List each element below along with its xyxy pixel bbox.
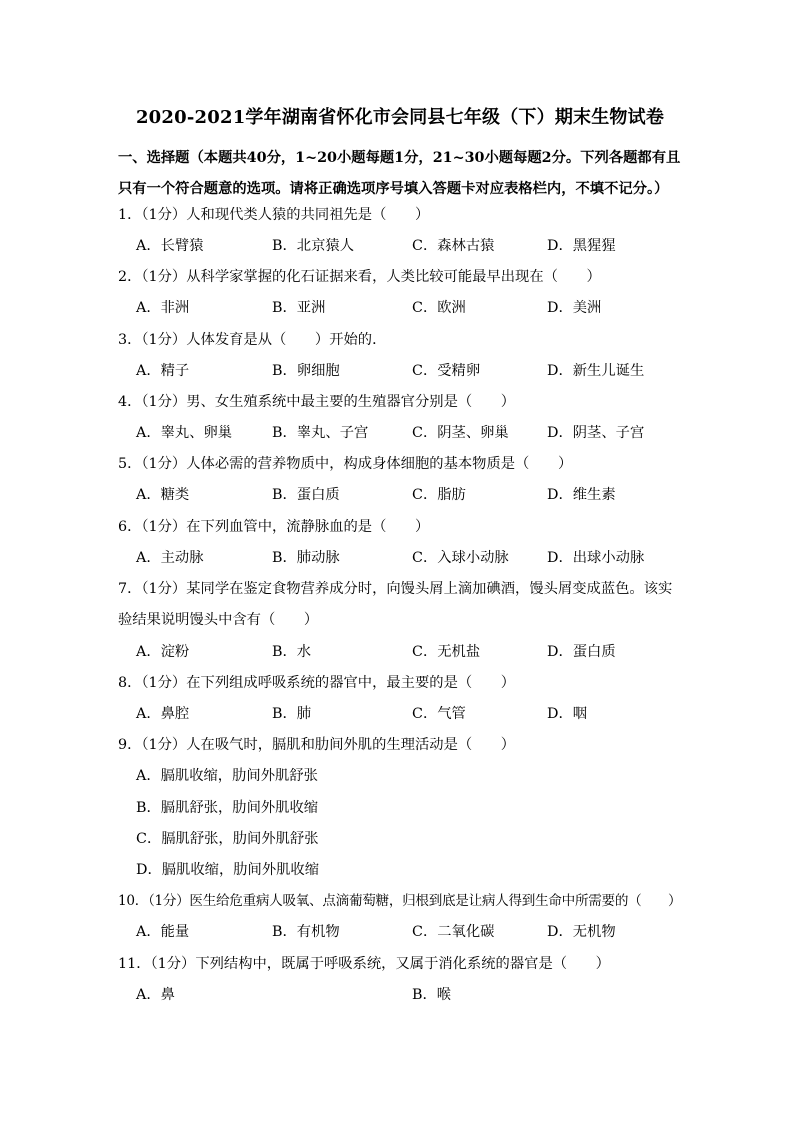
question-4-options [136, 418, 696, 449]
option-b[interactable]: B．蛋白质 [272, 487, 340, 503]
question-2-options [136, 293, 696, 324]
option-b[interactable]: B．膈肌舒张，肋间外肌收缩 [136, 800, 319, 816]
option-d[interactable]: D．美洲 [547, 300, 602, 316]
section-heading: 一、选择题（本题共40分，1~20小题每题1分，21~30小题每题2分。下列各题都有且只有一个符合题意的选项。请将正确选项序号填入答题卡对应表格栏内，不填不记分。） [118, 150, 681, 197]
option-b[interactable]: B．亚洲 [272, 300, 326, 316]
option-b[interactable]: B．北京猿人 [272, 238, 354, 254]
question-9: 9．（1分）人在吸气时，膈肌和肋间外肌的生理活动是（ ） [118, 737, 516, 753]
question-7: 7．（1分）某同学在鉴定食物营养成分时，向馒头屑上滴加碘酒，馒头屑变成蓝色。该实验结果说明馒头中含有（ ） [118, 581, 673, 628]
option-a[interactable]: A．精子 [136, 363, 190, 379]
page-title: 2020-2021学年湖南省怀化市会同县七年级（下）期末生物试卷 [135, 107, 665, 128]
question-5: 5．（1分）人体必需的营养物质中，构成身体细胞的基本物质是（ ） [118, 456, 573, 472]
question-7-options [136, 637, 696, 668]
option-d[interactable]: D．出球小动脉 [547, 550, 645, 566]
option-d[interactable]: D．无机物 [547, 924, 616, 940]
option-d[interactable]: D．咽 [547, 706, 588, 722]
option-c[interactable]: C．膈肌舒张，肋间外肌舒张 [136, 831, 319, 847]
question-5-options [136, 480, 696, 511]
question-1-options [136, 231, 696, 262]
question-3: 3．（1分）人体发育是从（ ）开始的． [118, 332, 387, 348]
option-a[interactable]: A．长臂猿 [136, 238, 204, 254]
option-a[interactable]: A．鼻腔 [136, 706, 190, 722]
option-a[interactable]: A．能量 [136, 924, 190, 940]
option-a[interactable]: A．淀粉 [136, 644, 190, 660]
option-b[interactable]: B．肺 [272, 706, 312, 722]
question-11: 11．（1分）下列结构中，既属于呼吸系统，又属于消化系统的器官是（ ） [118, 956, 610, 972]
option-a[interactable]: A．主动脉 [136, 550, 204, 566]
question-11-options [136, 980, 696, 1011]
question-10: 10．（1分）医生给危重病人吸氧、点滴葡萄糖，归根到底是让病人得到生命中所需要的（ ） [118, 893, 682, 909]
question-10-options [136, 917, 696, 948]
question-6-options [136, 543, 696, 574]
option-c[interactable]: C．阴茎、卵巢 [412, 425, 509, 441]
question-8: 8．（1分）在下列组成呼吸系统的器官中，最主要的是（ ） [118, 675, 516, 691]
option-d[interactable]: D．膈肌收缩，肋间外肌收缩 [136, 862, 320, 878]
option-d[interactable]: D．蛋白质 [547, 644, 616, 660]
question-8-options [136, 699, 696, 730]
option-c[interactable]: C．气管 [412, 706, 466, 722]
option-c[interactable]: C．森林古猿 [412, 238, 495, 254]
option-d[interactable]: D．阴茎、子宫 [547, 425, 645, 441]
question-6: 6．（1分）在下列血管中，流静脉血的是（ ） [118, 519, 430, 535]
option-d[interactable]: D．新生儿诞生 [547, 363, 645, 379]
option-a[interactable]: A．睾丸、卵巢 [136, 425, 233, 441]
question-1: 1．（1分）人和现代类人猿的共同祖先是（ ） [118, 207, 430, 223]
option-a[interactable]: A．非洲 [136, 300, 190, 316]
option-d[interactable]: D．维生素 [547, 487, 616, 503]
option-c[interactable]: C．入球小动脉 [412, 550, 509, 566]
option-a[interactable]: A．鼻 [136, 987, 175, 1003]
option-b[interactable]: B．喉 [412, 987, 452, 1003]
option-d[interactable]: D．黑猩猩 [547, 238, 616, 254]
option-c[interactable]: C．受精卵 [412, 363, 481, 379]
option-a[interactable]: A．膈肌收缩，肋间外肌舒张 [136, 768, 318, 784]
option-b[interactable]: B．有机物 [272, 924, 340, 940]
option-b[interactable]: B．卵细胞 [272, 363, 340, 379]
option-c[interactable]: C．脂肪 [412, 487, 466, 503]
question-3-options [136, 356, 696, 387]
option-c[interactable]: C．欧洲 [412, 300, 466, 316]
option-b[interactable]: B．肺动脉 [272, 550, 340, 566]
option-c[interactable]: C．二氧化碳 [412, 924, 495, 940]
option-b[interactable]: B．睾丸、子宫 [272, 425, 369, 441]
option-c[interactable]: C．无机盐 [412, 644, 481, 660]
question-2: 2．（1分）从科学家掌握的化石证据来看，人类比较可能最早出现在（ ） [118, 269, 601, 285]
option-a[interactable]: A．糖类 [136, 487, 190, 503]
option-b[interactable]: B．水 [272, 644, 312, 660]
question-4: 4．（1分）男、女生殖系统中最主要的生殖器官分别是（ ） [118, 394, 516, 410]
